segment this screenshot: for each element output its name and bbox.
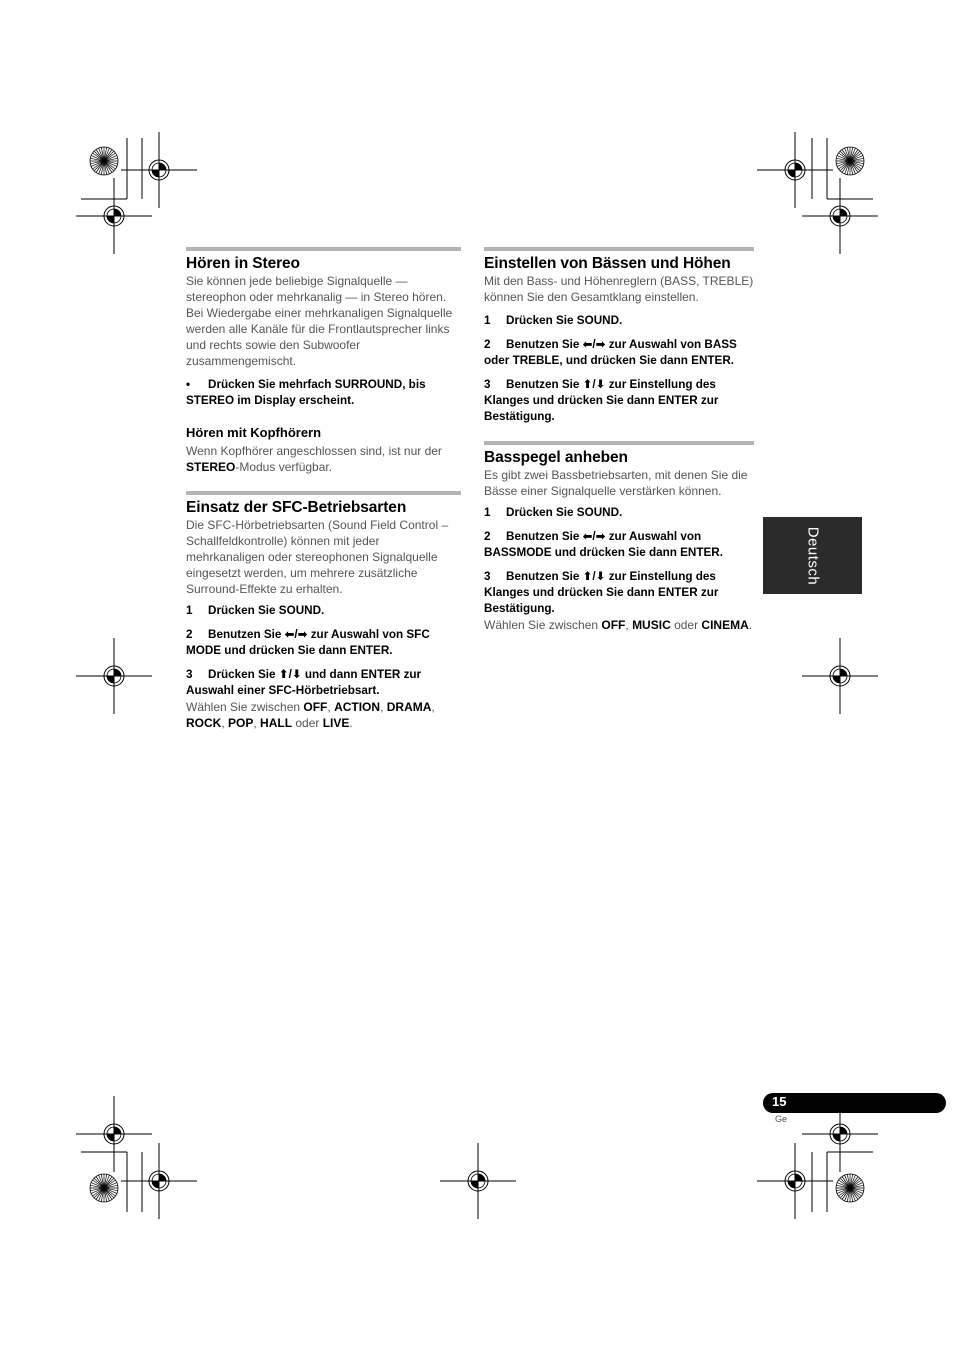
option-action: ACTION bbox=[334, 700, 381, 714]
subsection-title-headphones: Hören mit Kopfhörern bbox=[186, 425, 322, 440]
option-rock: ROCK bbox=[186, 716, 222, 730]
bass-boost-options bbox=[484, 617, 754, 633]
stereo-body: Sie können jede beliebige Signalquelle — stereophon oder mehrkanalig — in Stereo hören. Bei Wiedergabe einer mehrkanaligen Signalquelle werden alle Kanäle für die Frontlautsprecher links und rechts sowie den Subwoofer zusammengemischt. bbox=[186, 274, 453, 368]
section-stereo bbox=[186, 247, 461, 475]
bass-boost-body: Es gibt zwei Bassbetriebsarten, mit denen Sie die Bässe einer Signalquelle verstärken können. bbox=[484, 468, 748, 498]
options-prefix: Wählen Sie zwischen bbox=[484, 618, 602, 632]
sfc-body: Die SFC-Hörbetriebsarten (Sound Field Control – Schallfeldkontrolle) können mit jeder mehrkanaligen oder stereophonen Signalquelle eingesetzt werden, um mehrere zusätzliche Surround-Effekte zu erhalten. bbox=[186, 518, 449, 596]
left-column bbox=[186, 247, 461, 731]
option-cinema: CINEMA bbox=[701, 618, 749, 632]
bass-treble-step-2 bbox=[484, 337, 754, 369]
section-title-bass-boost: Basspegel anheben bbox=[484, 449, 628, 466]
step-text: Benutzen Sie ⬅/➡ zur Auswahl von BASSMODE und drücken Sie dann ENTER. bbox=[484, 530, 723, 559]
option-music: MUSIC bbox=[632, 618, 671, 632]
option-hall: HALL bbox=[260, 716, 293, 730]
step-text: Benutzen Sie ⬅/➡ zur Auswahl von BASS oder TREBLE, und drücken Sie dann ENTER. bbox=[484, 338, 737, 367]
step-text: Benutzen Sie ⬆/⬇ zur Einstellung des Klanges und drücken Sie dann ENTER zur Bestätigung. bbox=[484, 378, 719, 423]
separator-or: oder bbox=[670, 618, 702, 632]
language-tab bbox=[763, 517, 862, 594]
step-number: 1 bbox=[186, 604, 193, 617]
step-number: 3 bbox=[484, 378, 491, 391]
step-number: 2 bbox=[186, 628, 193, 641]
step-number: 3 bbox=[484, 570, 491, 583]
section-title-stereo: Hören in Stereo bbox=[186, 255, 300, 272]
headphones-text-2: -Modus verfügbar. bbox=[235, 460, 333, 474]
step-text: Drücken Sie SOUND. bbox=[208, 604, 325, 617]
step-text: Drücken Sie ⬆/⬇ und dann ENTER zur Auswahl einer SFC-Hörbetriebsart. bbox=[186, 668, 422, 697]
step-text: Benutzen Sie ⬆/⬇ zur Einstellung des Klanges und drücken Sie dann ENTER zur Bestätigung. bbox=[484, 570, 719, 615]
separator: , bbox=[221, 716, 229, 730]
page-number: 15 bbox=[772, 1094, 787, 1109]
end-dot: . bbox=[748, 618, 753, 632]
options-prefix: Wählen Sie zwischen bbox=[186, 700, 304, 714]
bass-treble-step-3 bbox=[484, 377, 754, 425]
separator: , bbox=[625, 618, 633, 632]
bass-boost-step-3 bbox=[484, 569, 754, 617]
sfc-step-3 bbox=[186, 667, 461, 699]
right-column bbox=[484, 247, 754, 633]
language-code: Ge bbox=[775, 1114, 788, 1124]
step-number: 1 bbox=[484, 506, 491, 519]
page-number-badge bbox=[763, 1093, 946, 1113]
step-number: 2 bbox=[484, 338, 491, 351]
separator: , bbox=[431, 700, 435, 714]
separator: , bbox=[253, 716, 261, 730]
language-tab-label: Deutsch bbox=[804, 526, 821, 585]
step-text: Drücken Sie SOUND. bbox=[506, 506, 623, 519]
headphones-text-bold: STEREO bbox=[186, 460, 236, 474]
separator: , bbox=[327, 700, 335, 714]
bass-treble-body: Mit den Bass- und Höhenreglern (BASS, TREBLE) können Sie den Gesamtklang einstellen. bbox=[484, 274, 754, 304]
bass-boost-step-2 bbox=[484, 529, 754, 561]
option-live: LIVE bbox=[322, 716, 350, 730]
step-number: 2 bbox=[484, 530, 491, 543]
end-dot: . bbox=[349, 716, 353, 730]
step-text: Drücken Sie SOUND. bbox=[506, 314, 623, 327]
separator-or: oder bbox=[292, 716, 323, 730]
headphones-body bbox=[186, 443, 461, 475]
section-bass-boost bbox=[484, 441, 754, 633]
separator: , bbox=[380, 700, 387, 714]
step-number: 3 bbox=[186, 668, 193, 681]
stereo-bullet-text: Drücken Sie mehrfach SURROUND, bis STEREO im Display erscheint. bbox=[186, 378, 426, 407]
sfc-options bbox=[186, 699, 461, 731]
section-bass-treble bbox=[484, 247, 754, 425]
step-number: 1 bbox=[484, 314, 491, 327]
option-pop: POP bbox=[228, 716, 254, 730]
sfc-step-1 bbox=[186, 603, 461, 619]
headphones-text-1: Wenn Kopfhörer angeschlossen sind, ist nur der bbox=[186, 444, 442, 458]
sfc-step-2 bbox=[186, 627, 461, 659]
option-off: OFF bbox=[601, 618, 626, 632]
step-text: Benutzen Sie ⬅/➡ zur Auswahl von SFC MODE und drücken Sie dann ENTER. bbox=[186, 628, 430, 657]
section-title-sfc: Einsatz der SFC-Betriebsarten bbox=[186, 499, 407, 516]
option-drama: DRAMA bbox=[386, 700, 432, 714]
section-title-bass-treble: Einstellen von Bässen und Höhen bbox=[484, 255, 731, 272]
bass-boost-step-1 bbox=[484, 505, 754, 521]
bass-treble-step-1 bbox=[484, 313, 754, 329]
bullet-marker: • bbox=[186, 378, 191, 391]
stereo-bullet bbox=[186, 377, 461, 409]
section-sfc bbox=[186, 491, 461, 731]
option-off: OFF bbox=[303, 700, 328, 714]
